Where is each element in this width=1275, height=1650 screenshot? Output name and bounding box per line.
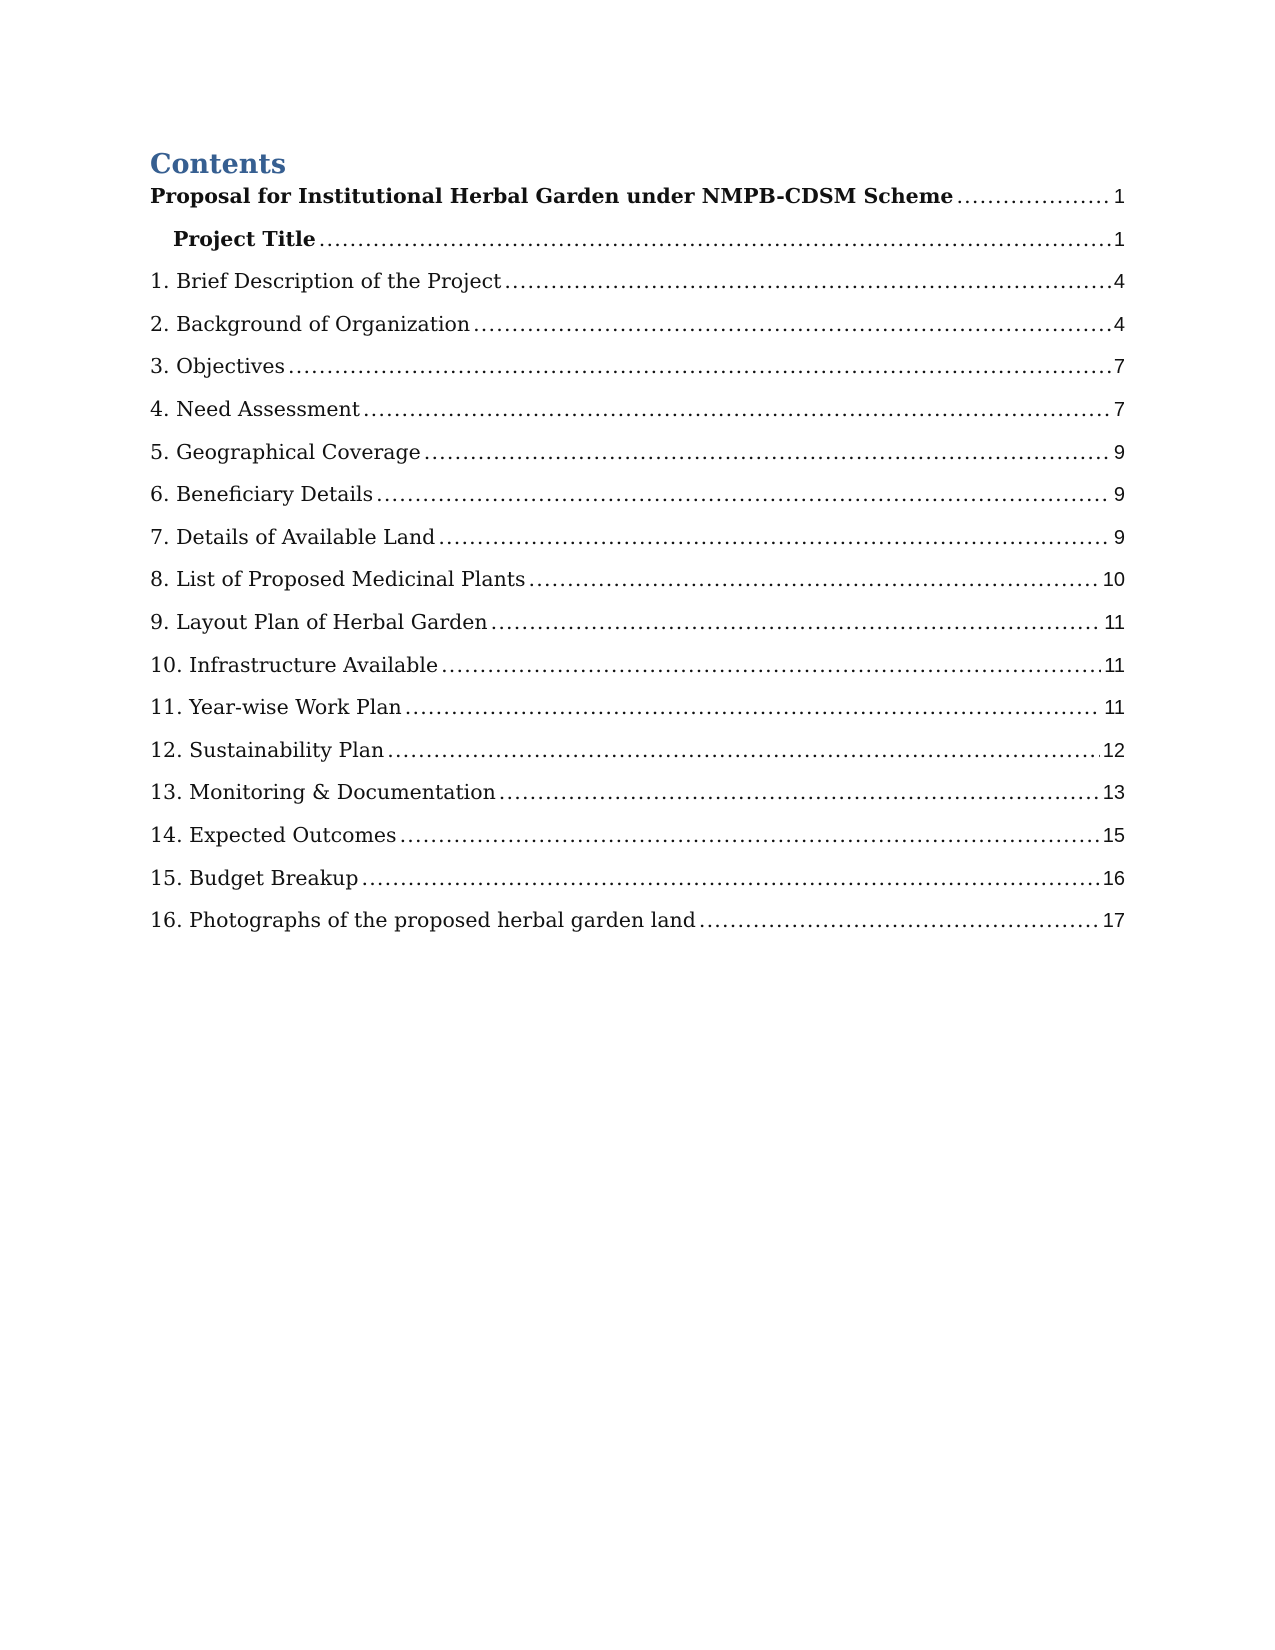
toc-dot-leader (400, 823, 1100, 847)
toc-entry-page-number: 13 (1102, 782, 1125, 805)
toc-entry[interactable] (150, 482, 1125, 525)
toc-entry[interactable] (150, 269, 1125, 312)
toc-dot-leader (956, 184, 1110, 208)
toc-entry-page-number: 17 (1102, 910, 1125, 933)
toc-entry[interactable] (150, 610, 1125, 653)
toc-entry[interactable] (150, 738, 1125, 781)
toc-dot-leader (405, 695, 1101, 719)
toc-dot-leader (441, 653, 1101, 677)
toc-entry-page-number: 15 (1102, 824, 1125, 847)
toc-entry-page-number: 7 (1113, 398, 1125, 421)
toc-entry-label: 9. Layout Plan of Herbal Garden (150, 609, 488, 634)
toc-entry-label: 1. Brief Description of the Project (150, 269, 502, 294)
toc-entry-label: Proposal for Institutional Herbal Garden under NMPB-CDSM Scheme (150, 184, 954, 208)
toc-entry-page-number: 9 (1113, 484, 1125, 507)
toc-dot-leader (319, 227, 1111, 251)
toc-entry[interactable] (150, 823, 1125, 866)
toc-entry[interactable] (150, 440, 1125, 483)
toc-entry-page-number: 1 (1113, 186, 1125, 208)
toc-dot-leader (376, 482, 1111, 506)
toc-list (150, 184, 1125, 951)
toc-entry-page-number: 7 (1113, 356, 1125, 379)
toc-entry[interactable] (150, 780, 1125, 823)
toc-entry[interactable] (150, 312, 1125, 355)
toc-entry-label: 7. Details of Available Land (150, 524, 436, 549)
toc-entry[interactable] (150, 866, 1125, 909)
toc-dot-leader (288, 354, 1111, 378)
toc-entry[interactable] (150, 184, 1125, 227)
toc-dot-leader (361, 866, 1099, 890)
toc-dot-leader (438, 525, 1111, 549)
toc-entry-label: 16. Photographs of the proposed herbal garden land (150, 908, 696, 933)
toc-entry[interactable] (150, 354, 1125, 397)
toc-entry[interactable] (150, 227, 1125, 270)
toc-entry[interactable] (150, 653, 1125, 696)
toc-entry-label: 14. Expected Outcomes (150, 822, 397, 847)
toc-dot-leader (529, 567, 1100, 591)
toc-entry-page-number: 9 (1113, 441, 1125, 464)
toc-entry-page-number: 16 (1102, 867, 1125, 890)
toc-entry-page-number: 11 (1104, 654, 1125, 677)
table-of-contents (150, 148, 1125, 951)
toc-dot-leader (424, 440, 1111, 464)
toc-dot-leader (699, 908, 1100, 932)
toc-entry-page-number: 12 (1102, 739, 1125, 762)
toc-entry-label: 8. List of Proposed Medicinal Plants (150, 567, 526, 592)
toc-dot-leader (363, 397, 1111, 421)
toc-entry-label: 11. Year-wise Work Plan (150, 695, 402, 720)
toc-entry-label: 4. Need Assessment (150, 396, 360, 421)
toc-entry[interactable] (150, 525, 1125, 568)
toc-entry-label: 10. Infrastructure Available (150, 652, 439, 677)
toc-entry-page-number: 10 (1102, 569, 1125, 592)
toc-entry-page-number: 11 (1104, 611, 1125, 634)
toc-entry[interactable] (150, 397, 1125, 440)
toc-entry-label: Project Title (173, 226, 316, 251)
toc-entry-label: 13. Monitoring & Documentation (150, 780, 496, 805)
toc-dot-leader (473, 312, 1111, 336)
toc-entry[interactable] (150, 908, 1125, 951)
toc-entry-page-number: 11 (1104, 697, 1125, 720)
toc-dot-leader (491, 610, 1102, 634)
toc-entry-label: 2. Background of Organization (150, 311, 471, 336)
toc-entry-page-number: 4 (1113, 313, 1125, 336)
toc-dot-leader (504, 269, 1111, 293)
toc-entry-label: 15. Budget Breakup (150, 865, 359, 890)
toc-entry[interactable] (150, 567, 1125, 610)
toc-entry-label: 6. Beneficiary Details (150, 482, 374, 507)
toc-heading: Contents (150, 149, 287, 180)
toc-entry-label: 12. Sustainability Plan (150, 737, 385, 762)
toc-entry-page-number: 1 (1113, 228, 1125, 251)
toc-entry[interactable] (150, 695, 1125, 738)
toc-dot-leader (499, 780, 1100, 804)
toc-dot-leader (387, 738, 1100, 762)
toc-entry-label: 5. Geographical Coverage (150, 439, 421, 464)
toc-entry-page-number: 9 (1113, 526, 1125, 549)
toc-entry-label: 3. Objectives (150, 354, 286, 379)
toc-entry-page-number: 4 (1113, 271, 1125, 294)
